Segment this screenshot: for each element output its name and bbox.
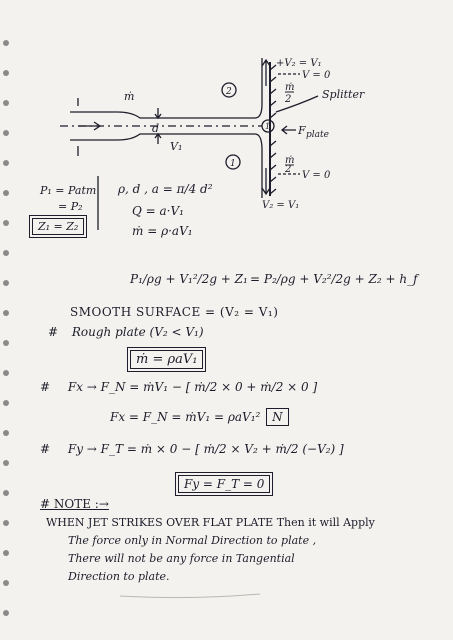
mass-flow-result [130, 350, 203, 369]
bottom-v2-label: V₂ = V₁ [262, 200, 300, 211]
bernoulli-rhs: = P₂/ρg + V₂²/2g + Z₂ + h_f [250, 272, 418, 286]
z-condition [32, 218, 84, 235]
definition-line-2: Q = a·V₁ [132, 204, 184, 218]
region-1-label: 1 [230, 159, 236, 169]
p1-condition: P₁ = Patm [40, 184, 97, 197]
bottom-v0-label: V = 0 [302, 170, 331, 181]
v1-label: V₁ [170, 140, 183, 153]
top-v2-label: +V₂ = V₁ [276, 58, 322, 69]
binding-hole [3, 400, 9, 406]
note-heading: # NOTE :→ [40, 497, 109, 511]
p2-condition: = P₂ [58, 200, 83, 213]
fx-line-1 [40, 380, 317, 394]
nozzle-upper-wall [70, 58, 262, 118]
flow-arrow [78, 122, 100, 130]
note-line-4: Direction to plate. [68, 570, 170, 583]
binding-hole [3, 460, 9, 466]
fy-marker: # [40, 442, 51, 456]
splitter-pointer [276, 96, 318, 112]
z-condition-box: Z₁ = Z₂ [32, 218, 84, 235]
binding-hole [3, 370, 9, 376]
binding-hole [3, 490, 9, 496]
fplate-arrow [282, 126, 296, 134]
fplate-label: F [298, 124, 306, 137]
mass-flow-box: ṁ = ρaV₁ [130, 350, 203, 369]
mdot-label: ṁ [124, 90, 135, 103]
up-flow-arrow [262, 60, 270, 86]
rough-plate-line [48, 325, 204, 339]
fx-equation: Fx → F_N = ṁV₁ − [ ṁ/2 × 0 + ṁ/2 × 0 ] [67, 380, 318, 394]
fy-result [178, 475, 270, 493]
bottom-mdot-label: ṁ [285, 155, 295, 166]
region-2-label: 2 [226, 87, 232, 97]
fx-line-2 [110, 408, 289, 426]
node-label: 1 [265, 122, 271, 131]
bottom-scribble [0, 582, 453, 612]
rough-text: Rough plate (V₂ < V₁) [71, 325, 204, 339]
binding-hole [3, 550, 9, 556]
top-mdot-label: ṁ [285, 82, 295, 93]
binding-hole [3, 280, 9, 286]
splitter-label: Splitter [322, 88, 365, 101]
top-v0-label: V = 0 [302, 70, 331, 81]
down-flow-arrow [262, 168, 270, 194]
bottom-2-label: 2 [285, 164, 292, 175]
fy-result-box: Fy = F_T = 0 [178, 475, 270, 493]
fplate-sub-label: plate [306, 130, 329, 140]
binding-hole [3, 430, 9, 436]
binding-hole [3, 250, 9, 256]
fy-equation: Fy → F_T = ṁ × 0 − [ ṁ/2 × V₂ + ṁ/2 (−V₂) ] [67, 442, 344, 456]
definition-line-3: ṁ = ρ·aV₁ [132, 224, 193, 238]
fx-unit-box: N [266, 408, 289, 426]
fy-line-1 [40, 442, 344, 456]
note-line-3: There will not be any force in Tangential [68, 552, 295, 565]
note-line-1: WHEN JET STRIKES OVER FLAT PLATE Then it will Apply [46, 516, 375, 529]
binding-hole [3, 520, 9, 526]
binding-hole [3, 310, 9, 316]
definition-line-1: ρ, d , a = π/4 d² [118, 182, 213, 196]
diameter-label: d [152, 122, 160, 135]
top-2-label: 2 [285, 94, 292, 105]
diameter-arrow-top [155, 108, 161, 118]
note-line-2: The force only in Normal Direction to plate , [68, 534, 317, 547]
smooth-surface-line: SMOOTH SURFACE = (V₂ = V₁) [70, 305, 279, 319]
rough-marker: # [48, 325, 59, 339]
fx-result: Fx = F_N = ṁV₁ = ρaV₁² [110, 410, 261, 424]
bernoulli-lhs: P₁/ρg + V₁²/2g + Z₁ [130, 272, 248, 286]
binding-hole [3, 340, 9, 346]
diameter-arrow-bottom [155, 134, 161, 144]
fx-marker: # [40, 380, 51, 394]
